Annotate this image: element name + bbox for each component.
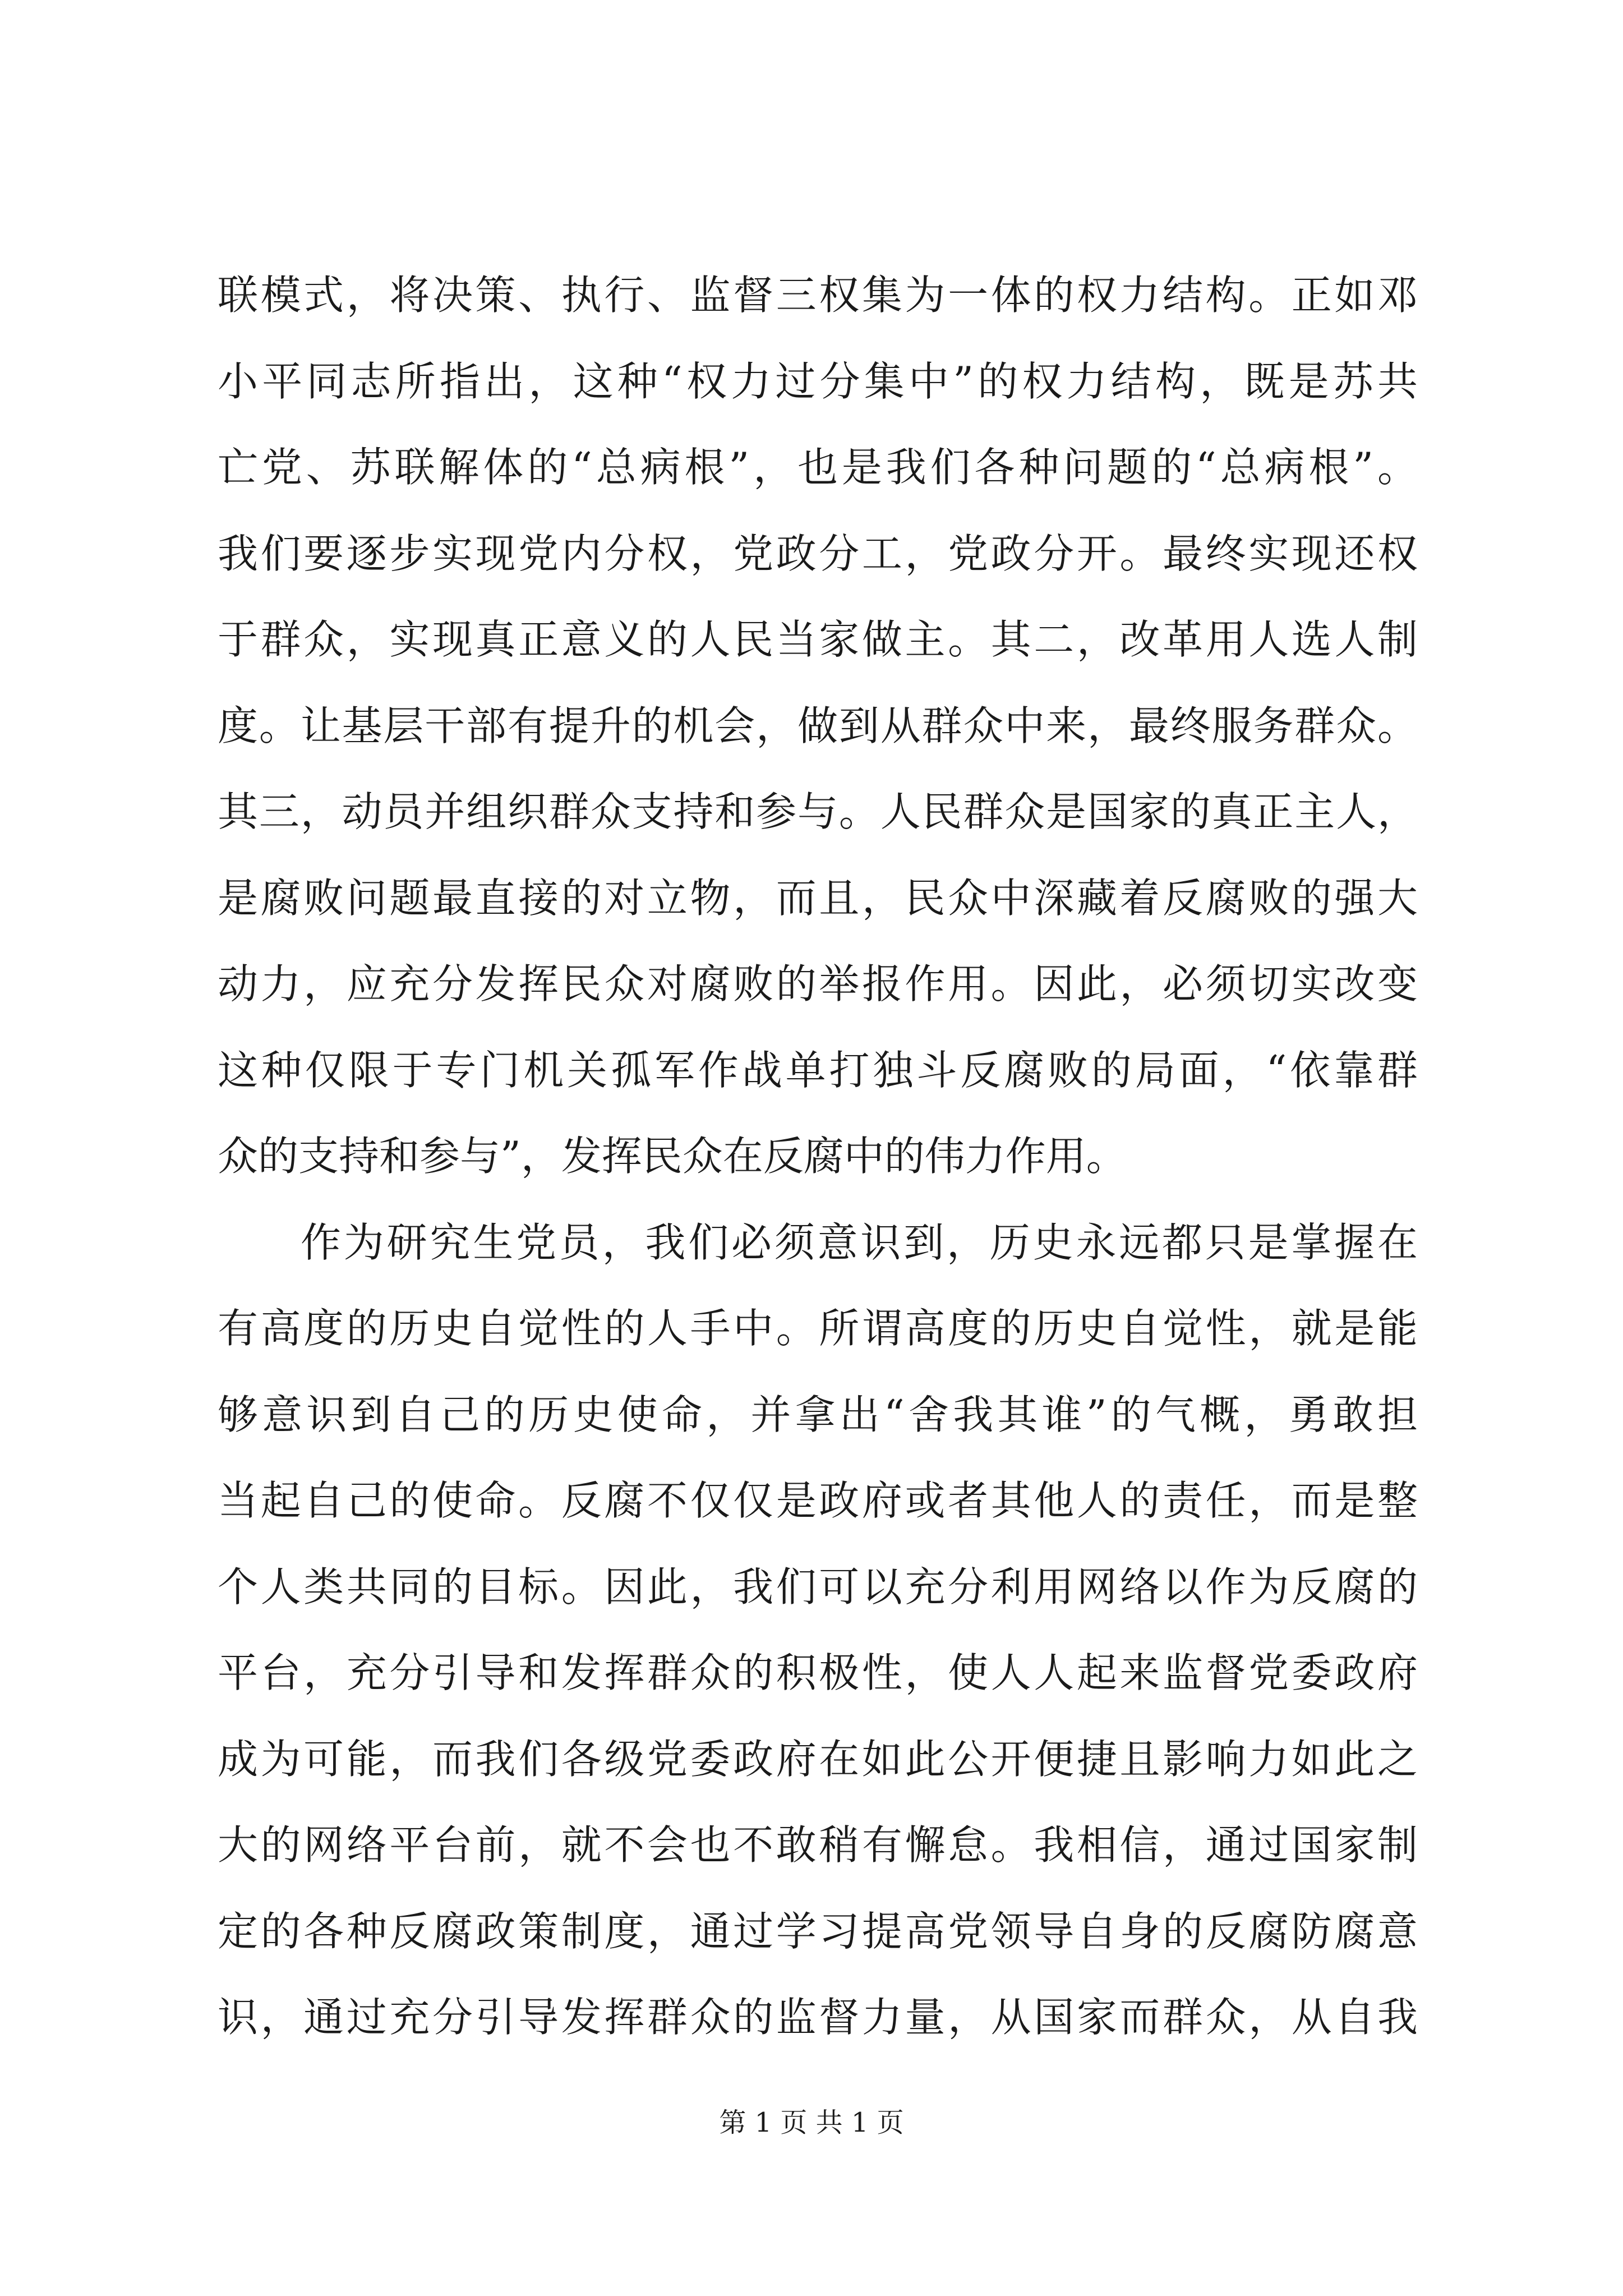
text-line: 平台，充分引导和发挥群众的积极性，使人人起来监督党委政府 xyxy=(218,1649,1418,1696)
text-line: 这种仅限于专门机关孤军作战单打独斗反腐败的局面，“依靠群 xyxy=(218,1046,1418,1094)
text-line: 我们要逐步实现党内分权，党政分工，党政分开。最终实现还权 xyxy=(218,530,1418,577)
page-footer: 第 1 页 共 1 页 xyxy=(719,2107,904,2138)
text-line: 定的各种反腐政策制度，通过学习提高党领导自身的反腐防腐意 xyxy=(218,1907,1418,1955)
text-line: 于群众，实现真正意义的人民当家做主。其二，改革用人选人制 xyxy=(218,616,1418,663)
text-line: 联模式，将决策、执行、监督三权集为一体的权力结构。正如邓 xyxy=(218,272,1418,319)
text-line: 个人类共同的目标。因此，我们可以充分利用网络以作为反腐的 xyxy=(218,1563,1418,1611)
text-line: 小平同志所指出，这种“权力过分集中”的权力结构，既是苏共 xyxy=(218,357,1418,405)
text-line: 其三，动员并组织群众支持和参与。人民群众是国家的真正主人， xyxy=(218,788,1418,835)
text-line: 作为研究生党员，我们必须意识到，历史永远都只是掌握在 xyxy=(301,1218,1418,1266)
paragraph-1 xyxy=(218,252,1418,1200)
text-line: 众的支持和参与”，发挥民众在反腐中的伟力作用。 xyxy=(218,1133,1127,1180)
text-line: 亡党、苏联解体的“总病根”，也是我们各种问题的“总病根”。 xyxy=(218,444,1418,491)
text-line: 是腐败问题最直接的对立物，而且，民众中深藏着反腐败的强大 xyxy=(218,874,1418,922)
document-body xyxy=(218,252,1418,2061)
text-line: 有高度的历史自觉性的人手中。所谓高度的历史自觉性，就是能 xyxy=(218,1305,1418,1352)
text-line: 够意识到自己的历史使命，并拿出“舍我其谁”的气概，勇敢担 xyxy=(218,1391,1418,1438)
text-line: 大的网络平台前，就不会也不敢稍有懈怠。我相信，通过国家制 xyxy=(218,1821,1418,1869)
text-line: 成为可能，而我们各级党委政府在如此公开便捷且影响力如此之 xyxy=(218,1735,1418,1783)
paragraph-2 xyxy=(218,1200,1418,2061)
text-line: 当起自己的使命。反腐不仅仅是政府或者其他人的责任，而是整 xyxy=(218,1477,1418,1524)
text-line: 动力，应充分发挥民众对腐败的举报作用。因此，必须切实改变 xyxy=(218,960,1418,1007)
text-line: 识，通过充分引导发挥群众的监督力量，从国家而群众，从自我 xyxy=(218,1994,1418,2041)
text-line: 度。让基层干部有提升的机会，做到从群众中来，最终服务群众。 xyxy=(218,702,1418,749)
